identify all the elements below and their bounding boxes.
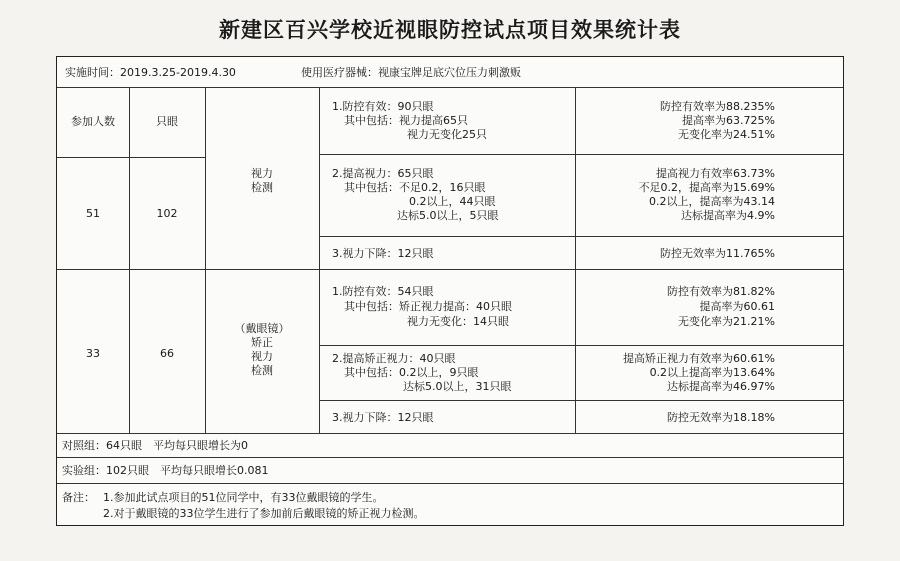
g2r1-result: 提高率为60.61 — [699, 300, 775, 313]
g2r2-detail: 2.提高矫正视力：40只眼 — [332, 352, 456, 365]
g1r1-detail: 视力无变化25只 — [407, 128, 487, 141]
device: 使用医疗器械：视康宝牌足底穴位压力刺激贩 — [301, 66, 521, 79]
g1r1-detail: 1.防控有效：90只眼 — [332, 100, 434, 113]
g1r2-result: 不足0.2，提高率为15.69% — [638, 181, 775, 194]
group1-check: 检测 — [251, 181, 273, 194]
rule-header — [57, 157, 205, 158]
g1r2-detail: 2.提高视力：65只眼 — [332, 167, 434, 180]
g2r1-result: 无变化率为21.21% — [678, 315, 775, 328]
note-line: 2.对于戴眼镜的33位学生进行了参加前后戴眼镜的矫正视力检测。 — [103, 507, 425, 520]
rule-g2-r2 — [319, 400, 843, 401]
rule-table-end — [57, 433, 843, 434]
g2r2-result: 达标提高率为46.97% — [667, 380, 775, 393]
g1r2-detail: 0.2以上，44只眼 — [409, 195, 496, 208]
control-group: 对照组：64只眼 平均每只眼增长为0 — [62, 439, 248, 452]
g2r3-result: 防控无效率为18.18% — [667, 411, 775, 424]
group2-people: 33 — [86, 347, 100, 360]
rule-g1-r2 — [319, 236, 843, 237]
col-rule-3 — [319, 87, 320, 433]
period: 实施时间：2019.3.25-2019.4.30 — [65, 66, 236, 79]
g1r1-result: 无变化率为24.51% — [678, 128, 775, 141]
note-line: 1.参加此试点项目的51位同学中，有33位戴眼镜的学生。 — [103, 491, 384, 504]
g1r3-detail: 3.视力下降：12只眼 — [332, 247, 434, 260]
group2-check: （戴眼镜） — [234, 322, 290, 335]
rule-info — [57, 87, 843, 88]
g2r3-detail: 3.视力下降：12只眼 — [332, 411, 434, 424]
rule-group-split — [57, 269, 843, 270]
group2-check: 矫正 — [251, 336, 273, 349]
g1r1-result: 提高率为63.725% — [682, 114, 775, 127]
col-rule-4 — [575, 87, 576, 433]
g2r2-detail: 其中包括：0.2以上，9只眼 — [344, 366, 479, 379]
g1r3-result: 防控无效率为11.765% — [660, 247, 775, 260]
group2-eyes: 66 — [160, 347, 174, 360]
col-rule-1 — [129, 87, 130, 433]
g1r2-detail: 其中包括：不足0.2，16只眼 — [344, 181, 486, 194]
header-people: 参加人数 — [71, 115, 115, 128]
page-title: 新建区百兴学校近视眼防控试点项目效果统计表 — [219, 17, 681, 42]
g2r1-result: 防控有效率为81.82% — [667, 285, 775, 298]
notes-label: 备注： — [62, 491, 95, 504]
g1r2-result: 达标提高率为4.9% — [681, 209, 775, 222]
g1r2-detail: 达标5.0以上，5只眼 — [397, 209, 499, 222]
group1-people: 51 — [86, 207, 100, 220]
g2r1-detail: 其中包括：矫正视力提高：40只眼 — [344, 300, 512, 313]
rule-experiment — [57, 483, 843, 484]
g2r1-detail: 视力无变化：14只眼 — [407, 315, 509, 328]
g2r1-detail: 1.防控有效：54只眼 — [332, 285, 434, 298]
group2-check: 视力 — [251, 350, 273, 363]
g1r1-result: 防控有效率为88.235% — [660, 100, 775, 113]
rule-control — [57, 457, 843, 458]
rule-g1-r1 — [319, 154, 843, 155]
group1-eyes: 102 — [156, 207, 178, 220]
g1r1-detail: 其中包括：视力提高65只 — [344, 114, 468, 127]
group1-check: 视力 — [251, 167, 273, 180]
group2-check: 检测 — [251, 364, 273, 377]
rule-g2-r1 — [319, 345, 843, 346]
statistics-table — [56, 56, 844, 526]
g2r2-result: 提高矫正视力有效率为60.61% — [623, 352, 775, 365]
g2r2-result: 0.2以上提高率为13.64% — [649, 366, 775, 379]
header-eyes: 只眼 — [156, 115, 178, 128]
col-rule-2 — [205, 87, 206, 433]
g1r2-result: 提高视力有效率63.73% — [656, 167, 775, 180]
g2r2-detail: 达标5.0以上，31只眼 — [403, 380, 512, 393]
experiment-group: 实验组：102只眼 平均每只眼增长0.081 — [62, 464, 269, 477]
g1r2-result: 0.2以上，提高率为43.14 — [649, 195, 775, 208]
